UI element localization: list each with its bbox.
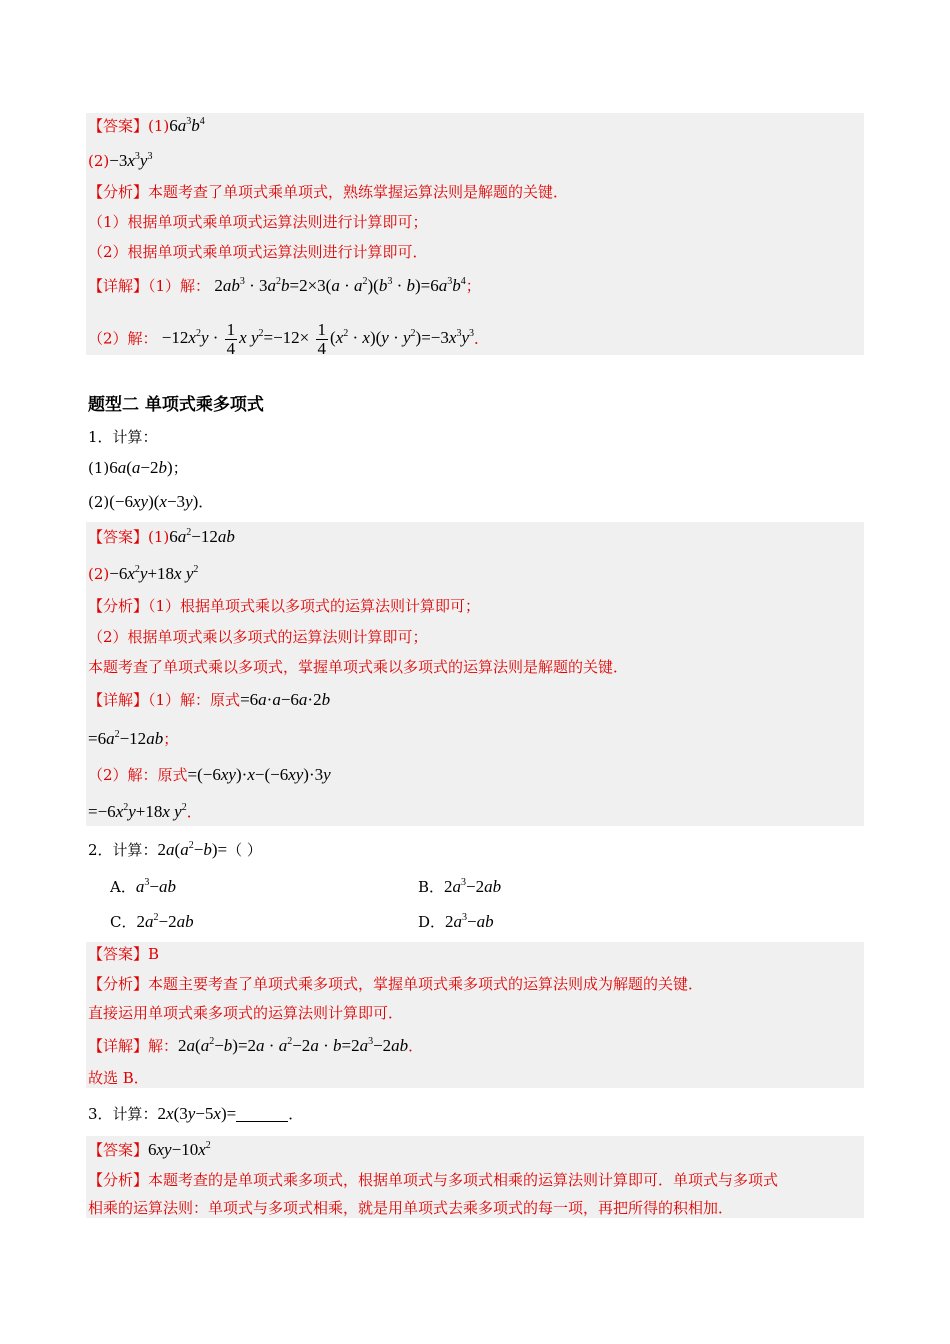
q1-analysis-3: 本题考查了单项式乘以多项式，掌握单项式乘以多项式的运算法则是解题的关键． bbox=[88, 658, 629, 676]
answer-box-q0 bbox=[86, 113, 864, 355]
answer-label: 【答案】 bbox=[88, 1141, 149, 1159]
section-title: 题型二 单项式乘多项式 bbox=[88, 395, 264, 415]
answer-label: 【答案】 bbox=[88, 528, 149, 546]
answer-label: 【答案】 bbox=[88, 117, 149, 135]
q3-analysis-2: 相乘的运算法则：单项式与多项式相乘，就是用单项式去乘多项式的每一项，再把所得的积相加． bbox=[88, 1199, 734, 1217]
q0-analysis-1: （1）根据单项式乘单项式运算法则进行计算即可； bbox=[88, 213, 428, 231]
q0-analysis-2: （2）根据单项式乘单项式运算法则进行计算即可． bbox=[88, 243, 428, 261]
q1-detail-1b: $=6a^2-12ab$； bbox=[88, 729, 179, 748]
q2-answer: 【答案】B bbox=[88, 945, 160, 963]
q2-stem: 2．计算：$2a(a^2-b)=$（ ） bbox=[88, 840, 262, 859]
analysis-label: 【分析】 bbox=[88, 1171, 149, 1189]
q3-answer: 【答案】$6xy-10x^2$ bbox=[88, 1140, 211, 1159]
answer-blank[interactable] bbox=[236, 1107, 288, 1122]
q0-detail-2: （2）解： $-12x^2y$ · $\frac{1}{4}$ x $y^2=-12\times$ $\frac{1}{4}$ $(x^2 \cdot x)(y \cdot y^2)=-3x^3y^3$． bbox=[88, 320, 489, 358]
q1-detail-2b: $=-6x^2y+18x$ $y^2$． bbox=[88, 802, 202, 821]
analysis-label: 【分析】 bbox=[88, 183, 149, 201]
q3-analysis-1: 【分析】本题考查的是单项式乘多项式，根据单项式与多项式相乘的运算法则计算即可．单项式与多项式 bbox=[88, 1171, 779, 1189]
q2-analysis-2: 直接运用单项式乘多项式的运算法则计算即可． bbox=[88, 1004, 404, 1022]
q2-analysis-1: 【分析】本题主要考查了单项式乘多项式，掌握单项式乘多项式的运算法则成为解题的关键． bbox=[88, 975, 704, 993]
q0-answer-line-2: $(2)-3x^3y^3$ bbox=[88, 151, 153, 170]
q1-answer-1: 【答案】$(1)6a^2-12ab$ bbox=[88, 527, 235, 546]
q1-part2: (2)(−6xy)(x−3y)． bbox=[88, 492, 214, 511]
q2-option-d[interactable]: D．$2a^3-ab$ bbox=[418, 912, 494, 931]
q1-analysis-1: 【分析】（1）根据单项式乘以多项式的运算法则计算即可； bbox=[88, 597, 481, 615]
answer-label: 【答案】 bbox=[88, 945, 149, 963]
q3-stem: 3．计算：2x(3y−5x)= ． bbox=[88, 1104, 304, 1123]
analysis-label: 【分析】 bbox=[88, 975, 149, 993]
q2-conclusion: 故选 B． bbox=[88, 1069, 149, 1087]
q0-detail-1: 【详解】（1）解： $2ab^3 \cdot 3a^2b=2\times 3(a \cdot a^2)(b^3 \cdot b)=6a^3b^4$； bbox=[88, 276, 481, 295]
q1-detail-2: （2）解：原式=(−6xy)·x−(−6xy)·3y bbox=[88, 765, 331, 784]
q1-answer-2: $(2)-6x^2y+18x$ $y^2$ bbox=[88, 564, 199, 583]
q1-detail-1: 【详解】（1）解：原式=6a·a−6a·2b bbox=[88, 690, 331, 709]
q1-analysis-2: （2）根据单项式乘以多项式的运算法则计算即可； bbox=[88, 628, 428, 646]
detail-label: 【详解】 bbox=[88, 277, 149, 295]
q2-option-a[interactable]: A．$a^3-ab$ bbox=[110, 877, 176, 896]
detail-label: 【详解】 bbox=[88, 1037, 149, 1055]
q2-option-b[interactable]: B．$2a^3-2ab$ bbox=[418, 877, 502, 896]
q2-option-c[interactable]: C．$2a^2-2ab$ bbox=[110, 912, 194, 931]
q1-stem: 1．计算： bbox=[88, 428, 158, 446]
q2-detail: 【详解】解：$2a(a^2-b)=2a \cdot a^2-2a \cdot b=2a^3-2ab$． bbox=[88, 1036, 424, 1055]
q0-analysis: 【分析】本题考查了单项式乘单项式，熟练掌握运算法则是解题的关键． bbox=[88, 183, 569, 201]
detail-label: 【详解】 bbox=[88, 691, 149, 709]
q0-answer-line-1: 【答案】$(1)6a^3b^4$ bbox=[88, 116, 205, 135]
q1-part1: (1)6a(a−2b)； bbox=[88, 458, 188, 477]
analysis-label: 【分析】 bbox=[88, 597, 149, 615]
